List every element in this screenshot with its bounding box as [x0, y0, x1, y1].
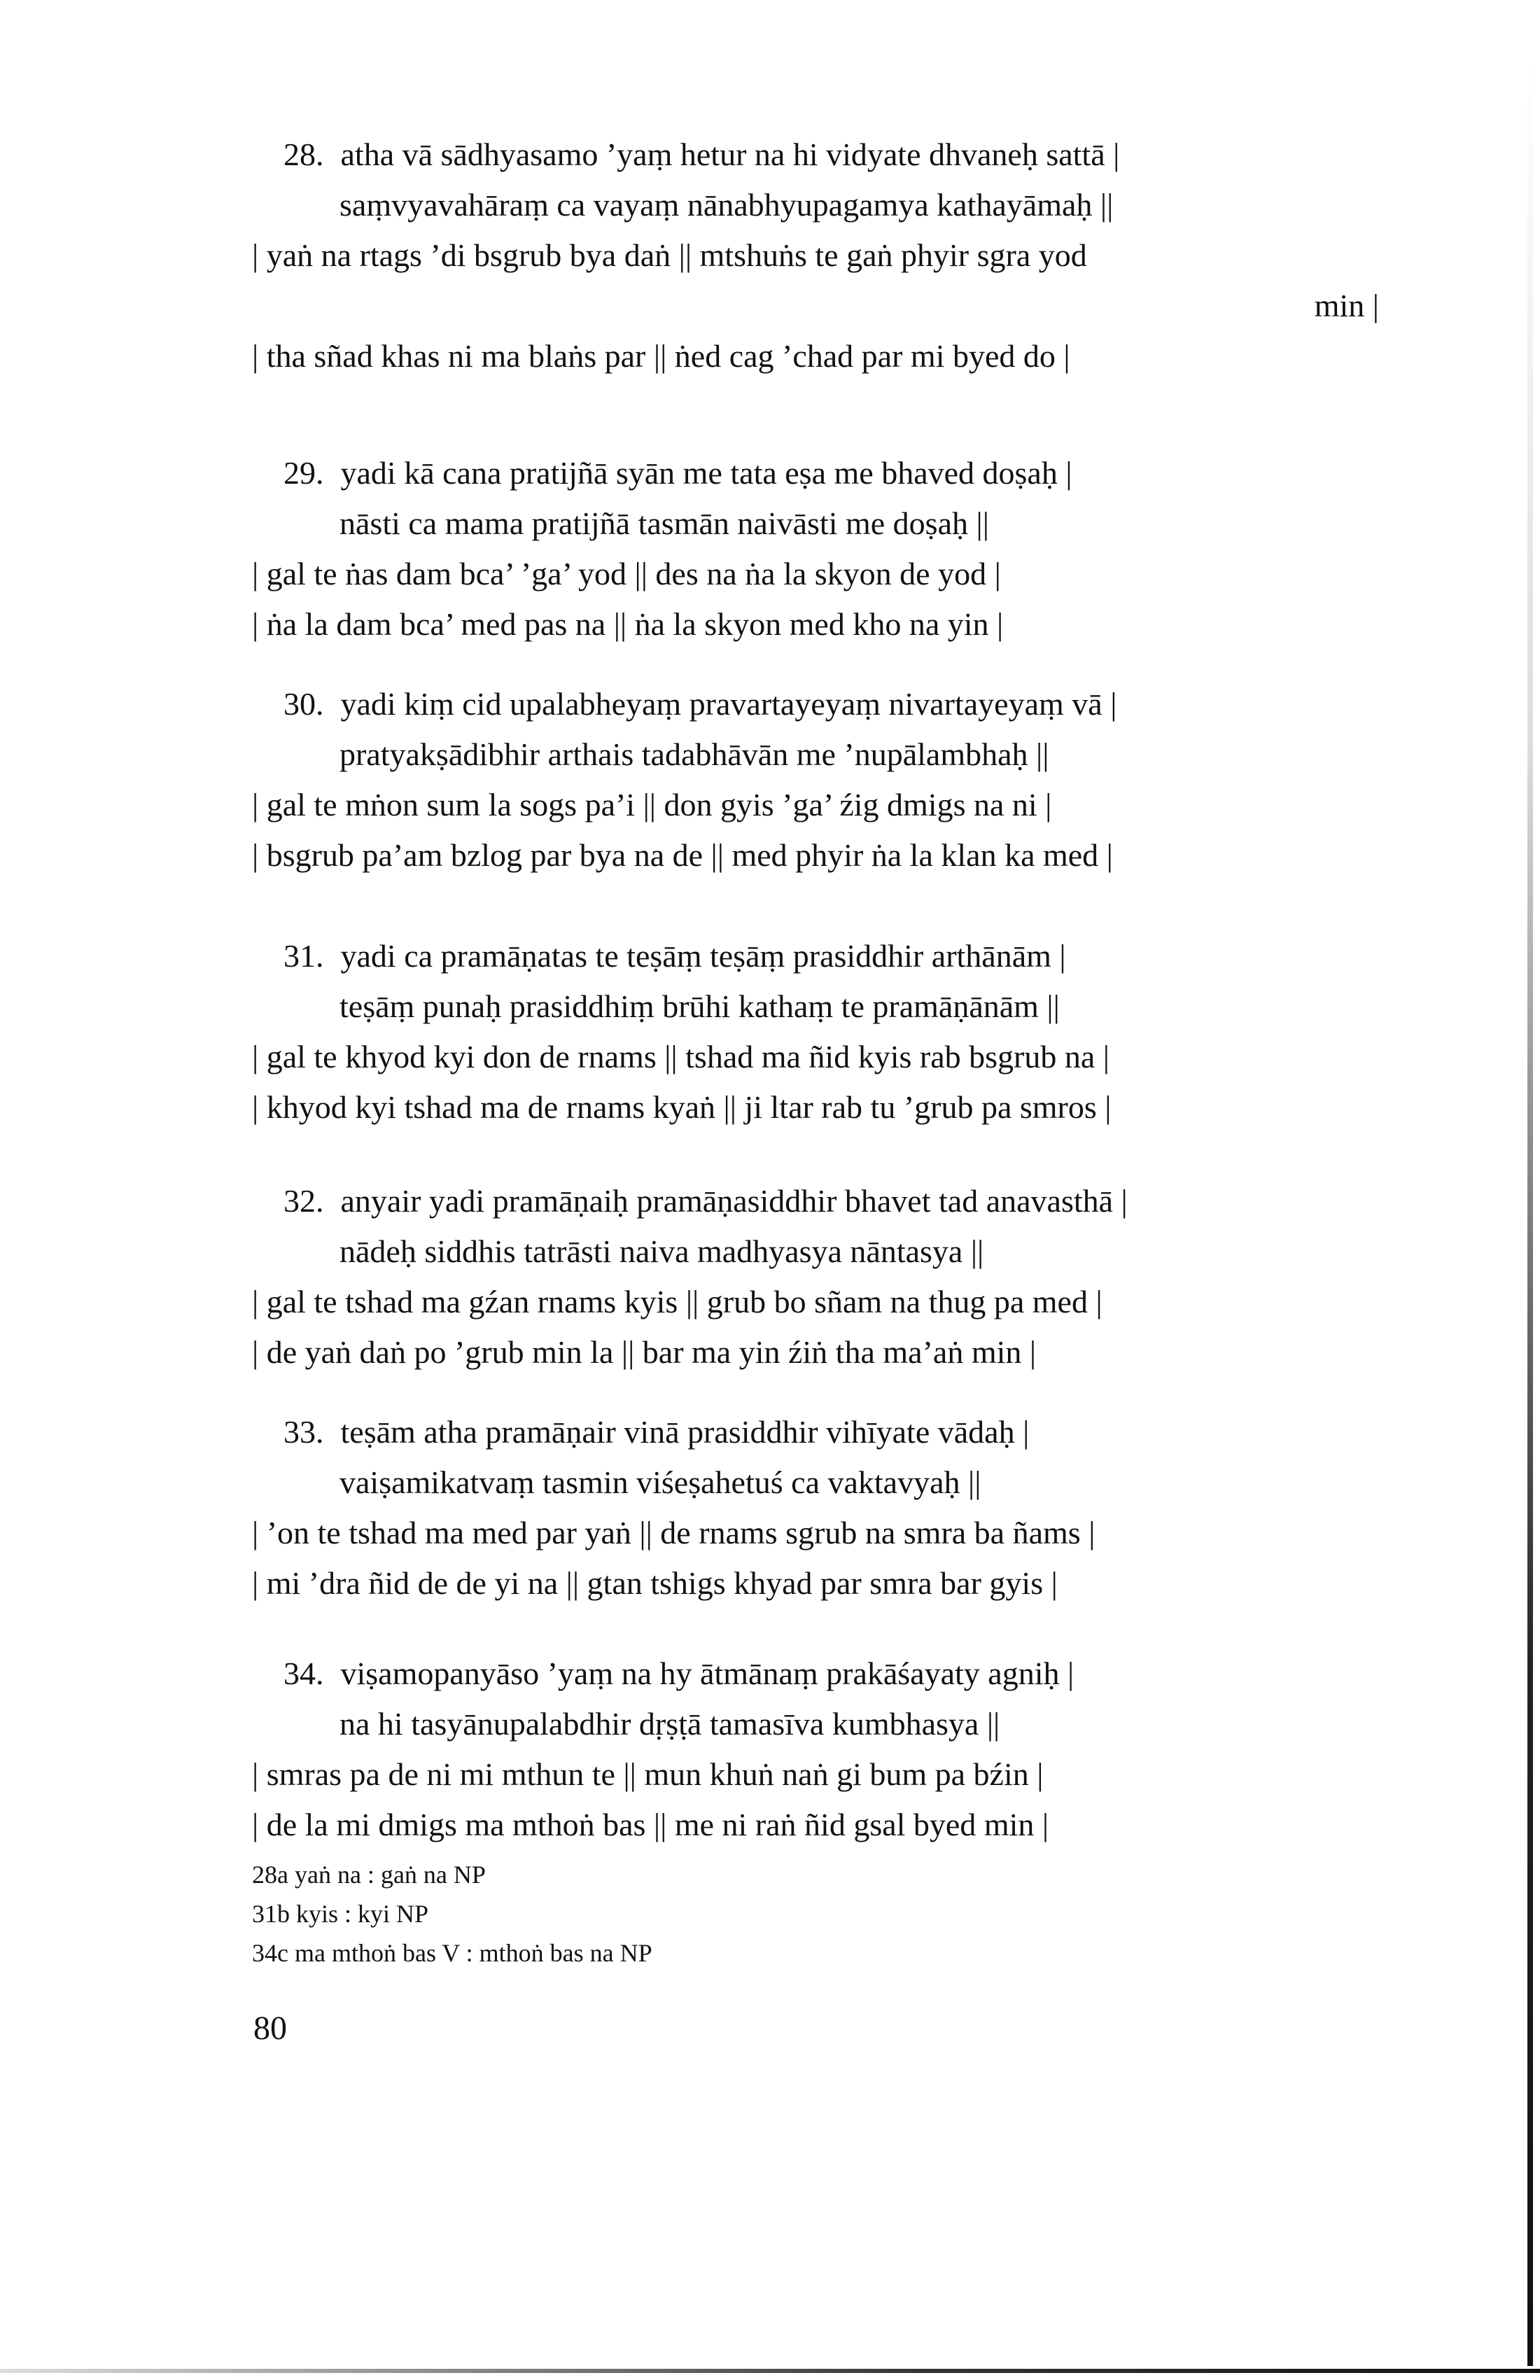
- verse-number: 33.: [284, 1414, 324, 1450]
- tibetan-line: | ṅa la dam bca’ med pas na || ṅa la skyon med kho na yin |: [252, 606, 1004, 642]
- footnote: 28a yaṅ na : gaṅ na NP: [252, 1861, 486, 1889]
- tibetan-line: | gal te ṅas dam bca’ ’ga’ yod || des na ṅa la skyon de yod |: [252, 556, 1001, 592]
- sanskrit-line: 30. yadi kiṃ cid upalabheyaṃ pravartayeyaṃ nivartayeyaṃ vā |: [252, 679, 1428, 729]
- tibetan-line: | tha sñad khas ni ma blaṅs par || ṅed cag ’chad par mi byed do |: [252, 338, 1070, 374]
- tibetan-line-continuation: min |: [1314, 288, 1379, 323]
- footnotes: [252, 1855, 1162, 1973]
- verse-number: 29.: [284, 455, 324, 491]
- sanskrit-line: 33. teṣām atha pramāṇair vinā prasiddhir vihīyate vādaḥ |: [252, 1407, 1428, 1457]
- tibetan-line: | bsgrub pa’am bzlog par bya na de || med phyir ṅa la klan ka med |: [252, 837, 1113, 873]
- verse-number: 32.: [284, 1183, 324, 1219]
- verse-28: [252, 130, 1428, 382]
- footnote: 34c ma mthoṅ bas V : mthoṅ bas na NP: [252, 1939, 652, 1967]
- verse-number: 28.: [284, 136, 324, 172]
- sanskrit-line: pratyakṣādibhir arthais tadabhāvān me ’nupālambhaḥ ||: [340, 736, 1049, 772]
- tibetan-line: | khyod kyi tshad ma de rnams kyaṅ || ji ltar rab tu ’grub pa smros |: [252, 1089, 1112, 1125]
- verse-number: 30.: [284, 686, 324, 722]
- page-edge-shadow: [1527, 56, 1533, 2366]
- sanskrit-line: teṣāṃ punaḥ prasiddhiṃ brūhi kathaṃ te pramāṇānām ||: [340, 988, 1060, 1024]
- sanskrit-line: 28. atha vā sādhyasamo ’yaṃ hetur na hi vidyate dhvaneḥ sattā |: [252, 130, 1428, 180]
- verse-number: 31.: [284, 938, 324, 974]
- tibetan-line: | ’on te tshad ma med par yaṅ || de rnams sgrub na smra ba ñams |: [252, 1515, 1096, 1550]
- page-number: 80: [253, 2010, 287, 2047]
- verse-number: 34.: [284, 1656, 324, 1691]
- sanskrit-line: saṃvyavahāraṃ ca vayaṃ nānabhyupagamya kathayāmaḥ ||: [340, 187, 1114, 223]
- verse-33: [252, 1407, 1428, 1609]
- footnote: 31b kyis : kyi NP: [252, 1900, 429, 1928]
- tibetan-line: | gal te tshad ma gźan rnams kyis || grub bo sñam na thug pa med |: [252, 1284, 1102, 1320]
- verse-34: [252, 1648, 1428, 1850]
- verse-31: [252, 931, 1428, 1133]
- sanskrit-line: 32. anyair yadi pramāṇaiḥ pramāṇasiddhir bhavet tad anavasthā |: [252, 1176, 1428, 1226]
- tibetan-line: | smras pa de ni mi mthun te || mun khuṅ naṅ gi bum pa bźin |: [252, 1756, 1044, 1792]
- sanskrit-line: 29. yadi kā cana pratijñā syān me tata eṣa me bhaved doṣaḥ |: [252, 448, 1428, 498]
- tibetan-line: | gal te mṅon sum la sogs pa’i || don gyis ’ga’ źig dmigs na ni |: [252, 787, 1052, 822]
- tibetan-line: | mi ’dra ñid de de yi na || gtan tshigs khyad par smra bar gyis |: [252, 1565, 1058, 1601]
- page-bottom-edge: [0, 2369, 1540, 2373]
- tibetan-line: | de yaṅ daṅ po ’grub min la || bar ma yin źiṅ tha ma’aṅ min |: [252, 1334, 1037, 1370]
- verse-32: [252, 1176, 1428, 1378]
- sanskrit-line: nāsti ca mama pratijñā tasmān naivāsti me doṣaḥ ||: [340, 505, 989, 541]
- sanskrit-line: vaiṣamikatvaṃ tasmin viśeṣahetuś ca vaktavyaḥ ||: [340, 1464, 981, 1500]
- tibetan-line: | yaṅ na rtags ’di bsgrub bya daṅ || mtshuṅs te gaṅ phyir sgra yod: [252, 237, 1087, 273]
- verse-29: [252, 448, 1428, 650]
- sanskrit-line: 31. yadi ca pramāṇatas te teṣāṃ teṣāṃ prasiddhir arthānām |: [252, 931, 1428, 981]
- verse-30: [252, 679, 1428, 881]
- tibetan-line: | de la mi dmigs ma mthoṅ bas || me ni raṅ ñid gsal byed min |: [252, 1807, 1049, 1842]
- tibetan-line: | gal te khyod kyi don de rnams || tshad ma ñid kyis rab bsgrub na |: [252, 1039, 1110, 1074]
- sanskrit-line: nādeḥ siddhis tatrāsti naiva madhyasya nāntasya ||: [340, 1233, 984, 1269]
- sanskrit-line: na hi tasyānupalabdhir dṛṣṭā tamasīva kumbhasya ||: [340, 1706, 1000, 1742]
- sanskrit-line: 34. viṣamopanyāso ’yaṃ na hy ātmānaṃ prakāśayaty agniḥ |: [252, 1648, 1428, 1699]
